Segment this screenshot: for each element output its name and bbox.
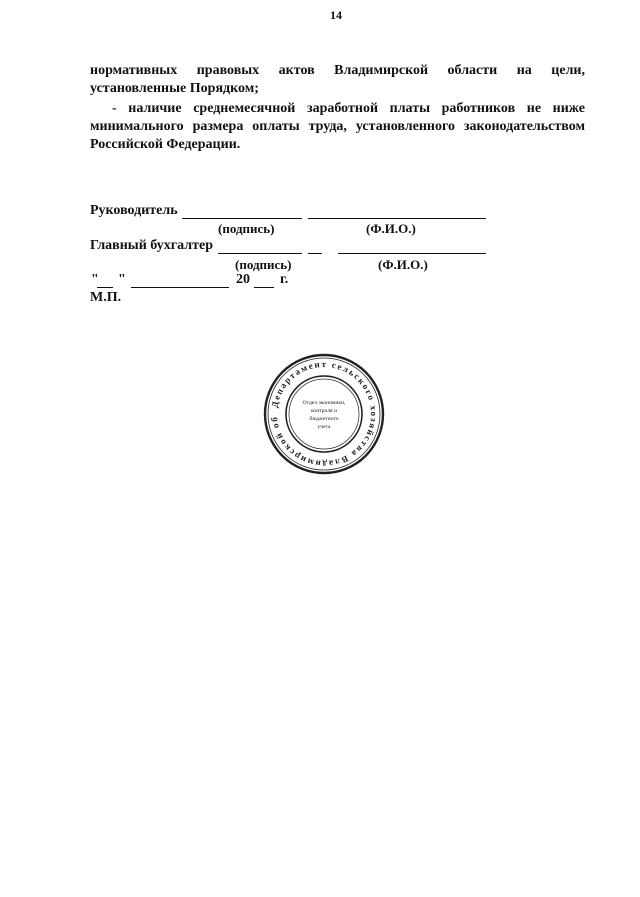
- paragraph-minimum-wage: - наличие среднемесячной заработной платы работников не ниже минимального размера оплаты труда, установленного законодательством Российской Федерации.: [90, 101, 585, 152]
- svg-text:бюджетного: бюджетного: [309, 416, 339, 422]
- head-name-caption: (Ф.И.О.): [366, 221, 416, 236]
- seal-label: М.П.: [90, 290, 122, 305]
- head-name-line: [308, 218, 486, 219]
- accountant-label: Главный бухгалтер: [90, 238, 213, 253]
- date-quote-open: ": [91, 272, 99, 287]
- svg-text:Департамент сельского хозяйств: Департамент сельского хозяйства Владимирской об: [268, 358, 380, 470]
- date-quote-close: ": [118, 272, 126, 287]
- accountant-dash-line: [308, 253, 322, 254]
- paragraph-legal-acts: нормативных правовых актов Владимирской области на цели, установленные Порядком;: [90, 63, 585, 96]
- svg-text:учета: учета: [317, 424, 331, 430]
- svg-text:Отдел экономики,: Отдел экономики,: [302, 400, 346, 406]
- accountant-signature-caption: (подпись): [235, 257, 292, 272]
- date-day-line: [97, 287, 113, 288]
- svg-text:контроля и: контроля и: [310, 408, 338, 414]
- stamp-seal-icon: [262, 352, 386, 476]
- head-signature-caption: (подпись): [218, 221, 275, 236]
- date-month-line: [131, 287, 229, 288]
- accountant-name-line: [338, 253, 486, 254]
- date-year-suffix: г.: [280, 272, 289, 287]
- date-year-line: [254, 287, 274, 288]
- page-number: 14: [330, 8, 342, 22]
- accountant-name-caption: (Ф.И.О.): [378, 257, 428, 272]
- accountant-signature-line: [218, 253, 302, 254]
- head-label: Руководитель: [90, 203, 178, 218]
- official-stamp: [262, 352, 386, 476]
- date-year-prefix: 20: [236, 272, 250, 287]
- head-signature-line: [182, 218, 302, 219]
